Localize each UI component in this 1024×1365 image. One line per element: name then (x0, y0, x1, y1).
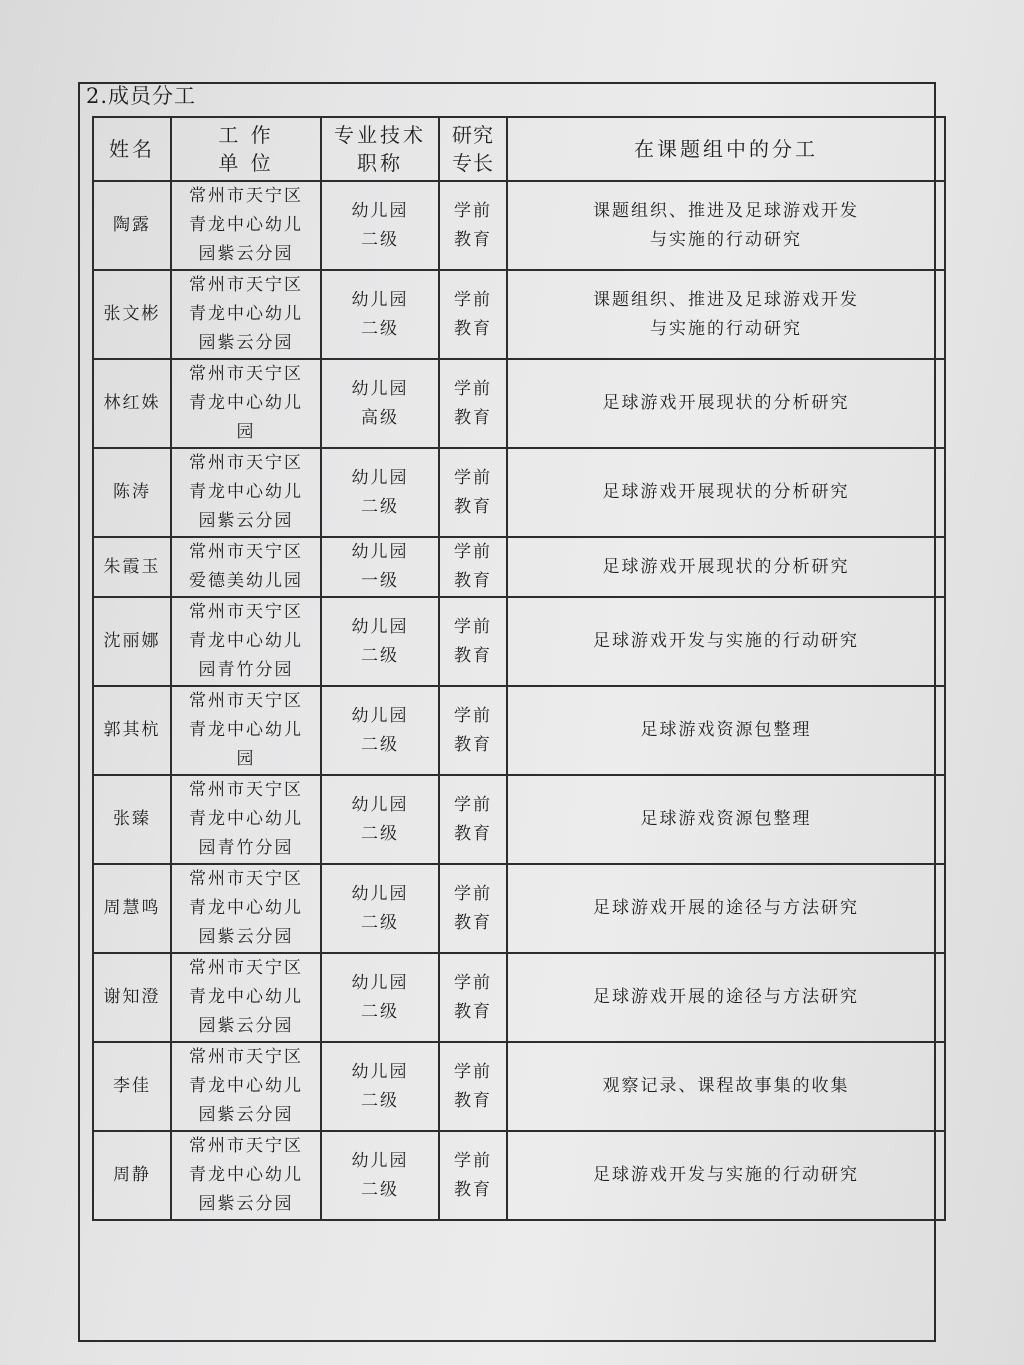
header-unit-line1: 工 作 (218, 123, 274, 147)
member-field-line: 教育 (454, 571, 492, 591)
member-task-line: 足球游戏开展现状的分析研究 (602, 556, 850, 577)
member-unit-line: 常州市天宁区 (189, 364, 303, 384)
member-field-cell (439, 181, 507, 270)
member-unit-line: 青龙中心幼儿 (189, 393, 303, 413)
member-title-line: 二级 (361, 1001, 399, 1022)
header-field (439, 117, 507, 181)
member-field-cell (439, 537, 507, 597)
member-title-cell (321, 1042, 439, 1131)
member-unit-line: 青龙中心幼儿 (189, 631, 303, 651)
member-field-line: 学前 (454, 705, 492, 726)
member-task-line: 足球游戏资源包整理 (640, 720, 812, 740)
member-task-cell (507, 864, 945, 953)
member-unit-line: 常州市天宁区 (189, 958, 303, 978)
member-field-line: 教育 (454, 1179, 492, 1200)
member-name-cell: 张文彬 (93, 270, 171, 359)
member-field-cell (439, 597, 507, 686)
member-unit-line: 青龙中心幼儿 (189, 1076, 303, 1096)
members-table (92, 116, 946, 1221)
member-task-cell (507, 1042, 945, 1131)
member-title-cell (321, 448, 439, 537)
member-name-cell: 谢知澄 (93, 953, 171, 1042)
member-title-line: 二级 (361, 318, 399, 339)
member-field-cell (439, 359, 507, 448)
member-unit-cell (171, 1042, 321, 1131)
member-unit-cell (171, 359, 321, 448)
header-unit (171, 117, 321, 181)
member-unit-line: 青龙中心幼儿 (189, 898, 303, 918)
members-table-body (93, 181, 945, 1220)
member-name-cell: 周慧鸣 (93, 864, 171, 953)
member-unit-cell (171, 953, 321, 1042)
member-task-line: 课题组织、推进及足球游戏开发 (593, 200, 859, 221)
member-task-cell (507, 359, 945, 448)
member-task-cell (507, 953, 945, 1042)
member-title-line: 二级 (361, 912, 399, 933)
member-field-line: 学前 (454, 378, 492, 399)
header-row (93, 117, 945, 181)
member-unit-line: 园紫云分园 (198, 511, 294, 531)
member-unit-cell (171, 597, 321, 686)
member-name-cell: 李佳 (93, 1042, 171, 1131)
member-title-line: 幼儿园 (351, 705, 409, 726)
table-row (93, 864, 945, 953)
member-name-cell: 陶露 (93, 181, 171, 270)
member-unit-cell (171, 448, 321, 537)
member-name-cell: 林红姝 (93, 359, 171, 448)
table-row (93, 953, 945, 1042)
member-title-line: 二级 (361, 645, 399, 666)
member-unit-line: 园紫云分园 (198, 1105, 294, 1125)
member-title-cell (321, 359, 439, 448)
member-task-line: 观察记录、课程故事集的收集 (602, 1076, 850, 1096)
member-field-line: 教育 (454, 229, 492, 250)
member-title-line: 幼儿园 (351, 794, 409, 815)
member-field-line: 教育 (454, 1001, 492, 1022)
table-row (93, 686, 945, 775)
member-unit-line: 常州市天宁区 (189, 453, 303, 473)
member-unit-line: 园紫云分园 (198, 1194, 294, 1214)
member-title-line: 二级 (361, 229, 399, 250)
member-field-cell (439, 1131, 507, 1220)
table-row (93, 1131, 945, 1220)
member-title-line: 幼儿园 (351, 289, 409, 310)
member-title-line: 幼儿园 (351, 1061, 409, 1082)
member-title-cell (321, 1131, 439, 1220)
member-task-line: 足球游戏开发与实施的行动研究 (593, 631, 859, 651)
section-title: 2.成员分工 (86, 84, 197, 108)
member-field-cell (439, 448, 507, 537)
member-task-line: 与实施的行动研究 (650, 318, 802, 339)
member-field-line: 教育 (454, 645, 492, 666)
member-title-line: 幼儿园 (351, 542, 409, 562)
member-name-cell: 周静 (93, 1131, 171, 1220)
member-unit-line: 青龙中心幼儿 (189, 720, 303, 740)
table-row (93, 1042, 945, 1131)
member-title-line: 幼儿园 (351, 378, 409, 399)
member-task-cell (507, 1131, 945, 1220)
member-unit-line: 常州市天宁区 (189, 186, 303, 206)
member-unit-line: 常州市天宁区 (189, 1047, 303, 1067)
member-unit-line: 常州市天宁区 (189, 691, 303, 711)
member-title-cell (321, 864, 439, 953)
member-unit-line: 常州市天宁区 (189, 602, 303, 622)
member-unit-cell (171, 537, 321, 597)
member-unit-line: 园紫云分园 (198, 244, 294, 264)
table-row (93, 181, 945, 270)
member-unit-line: 常州市天宁区 (189, 1136, 303, 1156)
member-task-line: 足球游戏开发与实施的行动研究 (593, 1165, 859, 1185)
member-field-line: 学前 (454, 289, 492, 310)
header-name: 姓名 (93, 117, 171, 181)
member-unit-line: 爱德美幼儿园 (189, 571, 303, 591)
member-title-line: 二级 (361, 1090, 399, 1111)
member-unit-line: 青龙中心幼儿 (189, 1165, 303, 1185)
member-unit-line: 园青竹分园 (198, 660, 294, 680)
member-field-line: 学前 (454, 616, 492, 637)
member-name-cell: 陈涛 (93, 448, 171, 537)
member-unit-line: 青龙中心幼儿 (189, 304, 303, 324)
table-row (93, 537, 945, 597)
member-field-cell (439, 864, 507, 953)
member-field-cell (439, 686, 507, 775)
member-field-line: 教育 (454, 912, 492, 933)
header-title (321, 117, 439, 181)
member-unit-line: 常州市天宁区 (189, 780, 303, 800)
member-name-cell: 朱霞玉 (93, 537, 171, 597)
member-unit-line: 常州市天宁区 (189, 869, 303, 889)
member-title-cell (321, 775, 439, 864)
member-field-line: 学前 (454, 883, 492, 904)
member-task-cell (507, 537, 945, 597)
member-task-line: 足球游戏开展现状的分析研究 (602, 482, 850, 502)
member-title-line: 二级 (361, 1179, 399, 1200)
member-field-line: 学前 (454, 1061, 492, 1082)
member-unit-line: 常州市天宁区 (189, 542, 303, 562)
member-field-line: 教育 (454, 1090, 492, 1111)
member-unit-line: 青龙中心幼儿 (189, 987, 303, 1007)
member-title-line: 幼儿园 (351, 883, 409, 904)
member-task-cell (507, 686, 945, 775)
header-title-line1: 专业技术 (334, 123, 426, 147)
member-title-cell (321, 270, 439, 359)
member-title-cell (321, 686, 439, 775)
member-field-line: 教育 (454, 496, 492, 517)
member-task-line: 足球游戏开展的途径与方法研究 (593, 987, 859, 1007)
member-field-cell (439, 953, 507, 1042)
header-title-line2: 职称 (357, 151, 403, 175)
member-task-cell (507, 270, 945, 359)
member-title-line: 二级 (361, 823, 399, 844)
member-name-cell: 沈丽娜 (93, 597, 171, 686)
header-field-line2: 专长 (452, 151, 494, 175)
table-row (93, 597, 945, 686)
table-row (93, 359, 945, 448)
member-field-line: 学前 (454, 1150, 492, 1171)
member-title-line: 幼儿园 (351, 972, 409, 993)
member-task-line: 足球游戏开展现状的分析研究 (602, 393, 850, 413)
member-field-line: 教育 (454, 823, 492, 844)
member-name-cell: 张臻 (93, 775, 171, 864)
member-field-cell (439, 775, 507, 864)
member-field-line: 学前 (454, 542, 492, 562)
member-unit-cell (171, 181, 321, 270)
member-unit-cell (171, 1131, 321, 1220)
member-task-line: 足球游戏开展的途径与方法研究 (593, 898, 859, 918)
member-task-cell (507, 448, 945, 537)
member-task-cell (507, 775, 945, 864)
member-title-cell (321, 953, 439, 1042)
member-unit-line: 常州市天宁区 (189, 275, 303, 295)
member-title-line: 二级 (361, 734, 399, 755)
member-unit-cell (171, 270, 321, 359)
member-field-cell (439, 270, 507, 359)
member-title-line: 幼儿园 (351, 200, 409, 221)
member-unit-line: 园紫云分园 (198, 1016, 294, 1036)
member-title-line: 二级 (361, 496, 399, 517)
member-unit-line: 园 (236, 749, 256, 769)
member-unit-line: 园紫云分园 (198, 333, 294, 353)
member-field-line: 教育 (454, 734, 492, 755)
member-title-line: 幼儿园 (351, 616, 409, 637)
header-unit-line2: 单 位 (218, 151, 274, 175)
member-unit-cell (171, 686, 321, 775)
member-unit-cell (171, 864, 321, 953)
member-unit-line: 园紫云分园 (198, 927, 294, 947)
member-unit-line: 青龙中心幼儿 (189, 482, 303, 502)
member-title-line: 幼儿园 (351, 1150, 409, 1171)
member-task-line: 课题组织、推进及足球游戏开发 (593, 289, 859, 310)
member-task-line: 与实施的行动研究 (650, 229, 802, 250)
member-field-line: 学前 (454, 972, 492, 993)
header-field-line1: 研究 (452, 123, 494, 147)
member-title-cell (321, 537, 439, 597)
member-title-line: 幼儿园 (351, 467, 409, 488)
member-title-cell (321, 181, 439, 270)
table-row (93, 775, 945, 864)
member-unit-line: 青龙中心幼儿 (189, 809, 303, 829)
table-row (93, 270, 945, 359)
header-task: 在课题组中的分工 (507, 117, 945, 181)
member-unit-cell (171, 775, 321, 864)
member-task-cell (507, 597, 945, 686)
member-title-cell (321, 597, 439, 686)
member-field-line: 学前 (454, 794, 492, 815)
table-row (93, 448, 945, 537)
member-unit-line: 园青竹分园 (198, 838, 294, 858)
member-title-line: 一级 (361, 571, 399, 591)
member-field-line: 学前 (454, 200, 492, 221)
member-unit-line: 青龙中心幼儿 (189, 215, 303, 235)
member-task-cell (507, 181, 945, 270)
member-field-cell (439, 1042, 507, 1131)
member-field-line: 教育 (454, 318, 492, 339)
member-task-line: 足球游戏资源包整理 (640, 809, 812, 829)
member-unit-line: 园 (236, 422, 256, 442)
member-field-line: 教育 (454, 407, 492, 428)
member-name-cell: 郭其杭 (93, 686, 171, 775)
member-field-line: 学前 (454, 467, 492, 488)
member-title-line: 高级 (361, 407, 399, 428)
